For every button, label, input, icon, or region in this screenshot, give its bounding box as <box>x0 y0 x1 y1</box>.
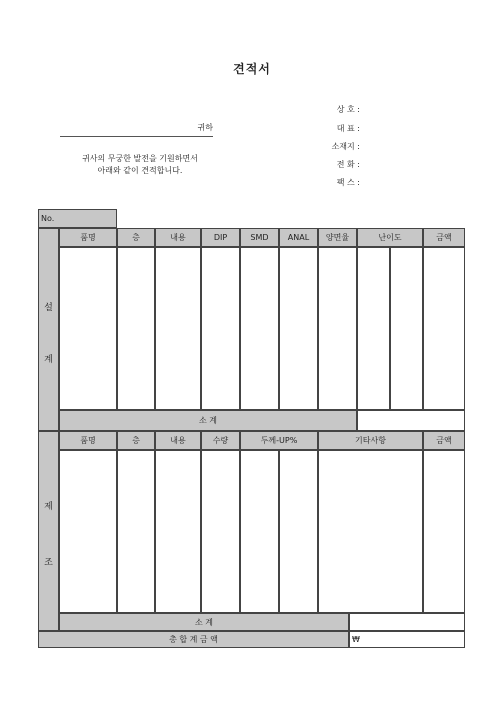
manufacture-cell-layer[interactable] <box>117 450 155 613</box>
no-field[interactable] <box>38 209 117 228</box>
design-side-char-2: 계 <box>44 355 53 365</box>
manufacture-header-amount: 금액 <box>423 431 465 450</box>
recipient-suffix: 귀하 <box>197 123 213 132</box>
design-header-content: 내용 <box>155 228 201 247</box>
grand-total-label: 총 합 계 금 액 <box>38 631 349 648</box>
design-cell-layer[interactable] <box>117 247 155 410</box>
greeting-line-2: 아래와 같이 견적합니다. <box>97 166 183 175</box>
design-header-smd: SMD <box>240 228 279 247</box>
manufacture-header-thickness: 두께-UP% <box>240 431 318 450</box>
design-cell-content[interactable] <box>155 247 201 410</box>
document-title: 견적서 <box>233 62 271 76</box>
manufacture-cell-thickness-b[interactable] <box>279 450 318 613</box>
representative-label: 대 표 : <box>336 124 360 133</box>
design-header-dip: DIP <box>201 228 240 247</box>
design-cell-difficulty-b[interactable] <box>390 247 423 410</box>
manufacture-cell-thickness-a[interactable] <box>240 450 279 613</box>
fax-label: 팩 스 : <box>336 178 360 187</box>
design-subtotal-value[interactable] <box>357 410 465 431</box>
manufacture-header-name: 품명 <box>59 431 117 450</box>
design-side-char-1: 설 <box>44 303 53 313</box>
no-label: No. <box>41 214 55 223</box>
design-header-anal: ANAL <box>279 228 318 247</box>
design-cell-amount[interactable] <box>423 247 465 410</box>
manufacture-header-layer: 층 <box>117 431 155 450</box>
recipient-line[interactable] <box>60 122 213 137</box>
grand-total-value[interactable] <box>349 631 465 648</box>
company-name-label: 상 호 : <box>336 105 360 114</box>
greeting-text <box>60 153 220 177</box>
design-header-amount: 금액 <box>423 228 465 247</box>
manufacture-side-char-1: 제 <box>44 502 53 512</box>
design-header-layer: 층 <box>117 228 155 247</box>
design-cell-double-sided[interactable] <box>318 247 357 410</box>
manufacture-header-content: 내용 <box>155 431 201 450</box>
manufacture-side-char-2: 조 <box>44 558 53 568</box>
manufacture-subtotal-label: 소 계 <box>59 613 349 631</box>
manufacture-cell-amount[interactable] <box>423 450 465 613</box>
design-subtotal-label: 소 계 <box>59 410 357 431</box>
currency-symbol: ₩ <box>352 635 360 644</box>
design-cell-anal[interactable] <box>279 247 318 410</box>
design-cell-smd[interactable] <box>240 247 279 410</box>
manufacture-cell-remarks[interactable] <box>318 450 423 613</box>
design-side-label <box>38 228 59 431</box>
address-label: 소재지 : <box>331 142 360 151</box>
design-header-double-sided: 양면율 <box>318 228 357 247</box>
manufacture-side-label <box>38 431 59 631</box>
manufacture-cell-quantity[interactable] <box>201 450 240 613</box>
design-header-difficulty: 난이도 <box>357 228 423 247</box>
design-cell-dip[interactable] <box>201 247 240 410</box>
greeting-line-1: 귀사의 무궁한 발전을 기원하면서 <box>82 154 198 163</box>
phone-label: 전 화 : <box>336 160 360 169</box>
design-cell-difficulty-a[interactable] <box>357 247 390 410</box>
manufacture-cell-content[interactable] <box>155 450 201 613</box>
design-cell-name[interactable] <box>59 247 117 410</box>
manufacture-cell-name[interactable] <box>59 450 117 613</box>
manufacture-header-quantity: 수량 <box>201 431 240 450</box>
design-header-name: 품명 <box>59 228 117 247</box>
manufacture-header-remarks: 기타사항 <box>318 431 423 450</box>
manufacture-subtotal-value[interactable] <box>349 613 465 631</box>
